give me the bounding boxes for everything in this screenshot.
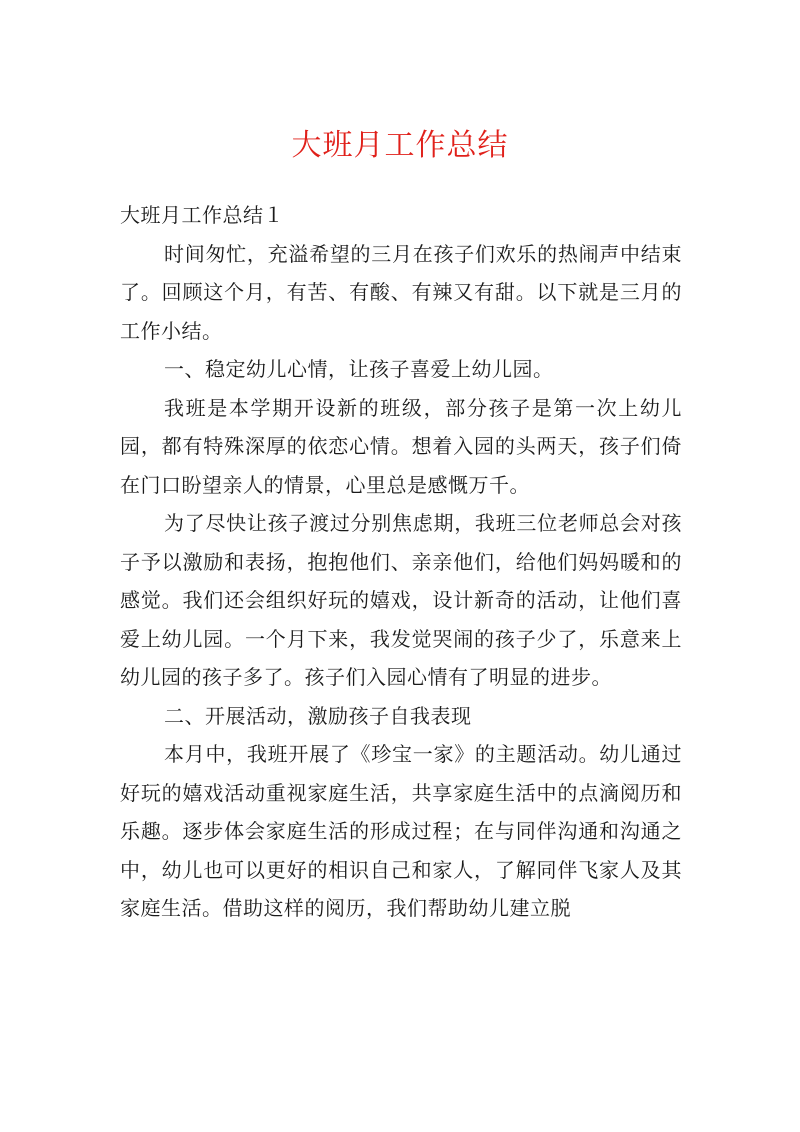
document-title: 大班月工作总结 xyxy=(291,128,509,163)
document-subtitle: 大班月工作总结１ xyxy=(120,203,284,227)
document-body xyxy=(120,196,682,928)
paragraph-new-class: 我班是本学期开设新的班级，部分孩子是第一次上幼儿园，都有特殊深厚的依恋心情。想着入园的头两天，孩子们倚在门口盼望亲人的情景，心里总是感慨万千。 xyxy=(120,395,682,497)
paragraph-intro: 时间匆忙，充溢希望的三月在孩子们欢乐的热闹声中结束了。回顾这个月，有苦、有酸、有辣又有甜。以下就是三月的工作小结。 xyxy=(120,241,682,343)
paragraph-separation-anxiety: 为了尽快让孩子渡过分别焦虑期，我班三位老师总会对孩子予以激励和表扬，抱抱他们、亲亲他们，给他们妈妈暖和的感觉。我们还会组织好玩的嬉戏，设计新奇的活动，让他们喜爱上幼儿园。一个月下来，我发觉哭闹的孩子少了，乐意来上幼儿园的孩子多了。孩子们入园心情有了明显的进步。 xyxy=(120,511,682,689)
section-heading-2: 二、开展活动，激励孩子自我表现 xyxy=(164,703,472,728)
section-heading-1: 一、稳定幼儿心情，让孩子喜爱上幼儿园。 xyxy=(164,357,554,381)
paragraph-theme-activity: 本月中，我班开展了《珍宝一家》的主题活动。幼儿通过好玩的嬉戏活动重视家庭生活，共享家庭生活中的点滴阅历和乐趣。逐步体会家庭生活的形成过程；在与同伴沟通和沟通之中，幼儿也可以更好的相识自己和家人，了解同伴飞家人及其家庭生活。借助这样的阅历，我们帮助幼儿建立脱 xyxy=(120,742,682,920)
